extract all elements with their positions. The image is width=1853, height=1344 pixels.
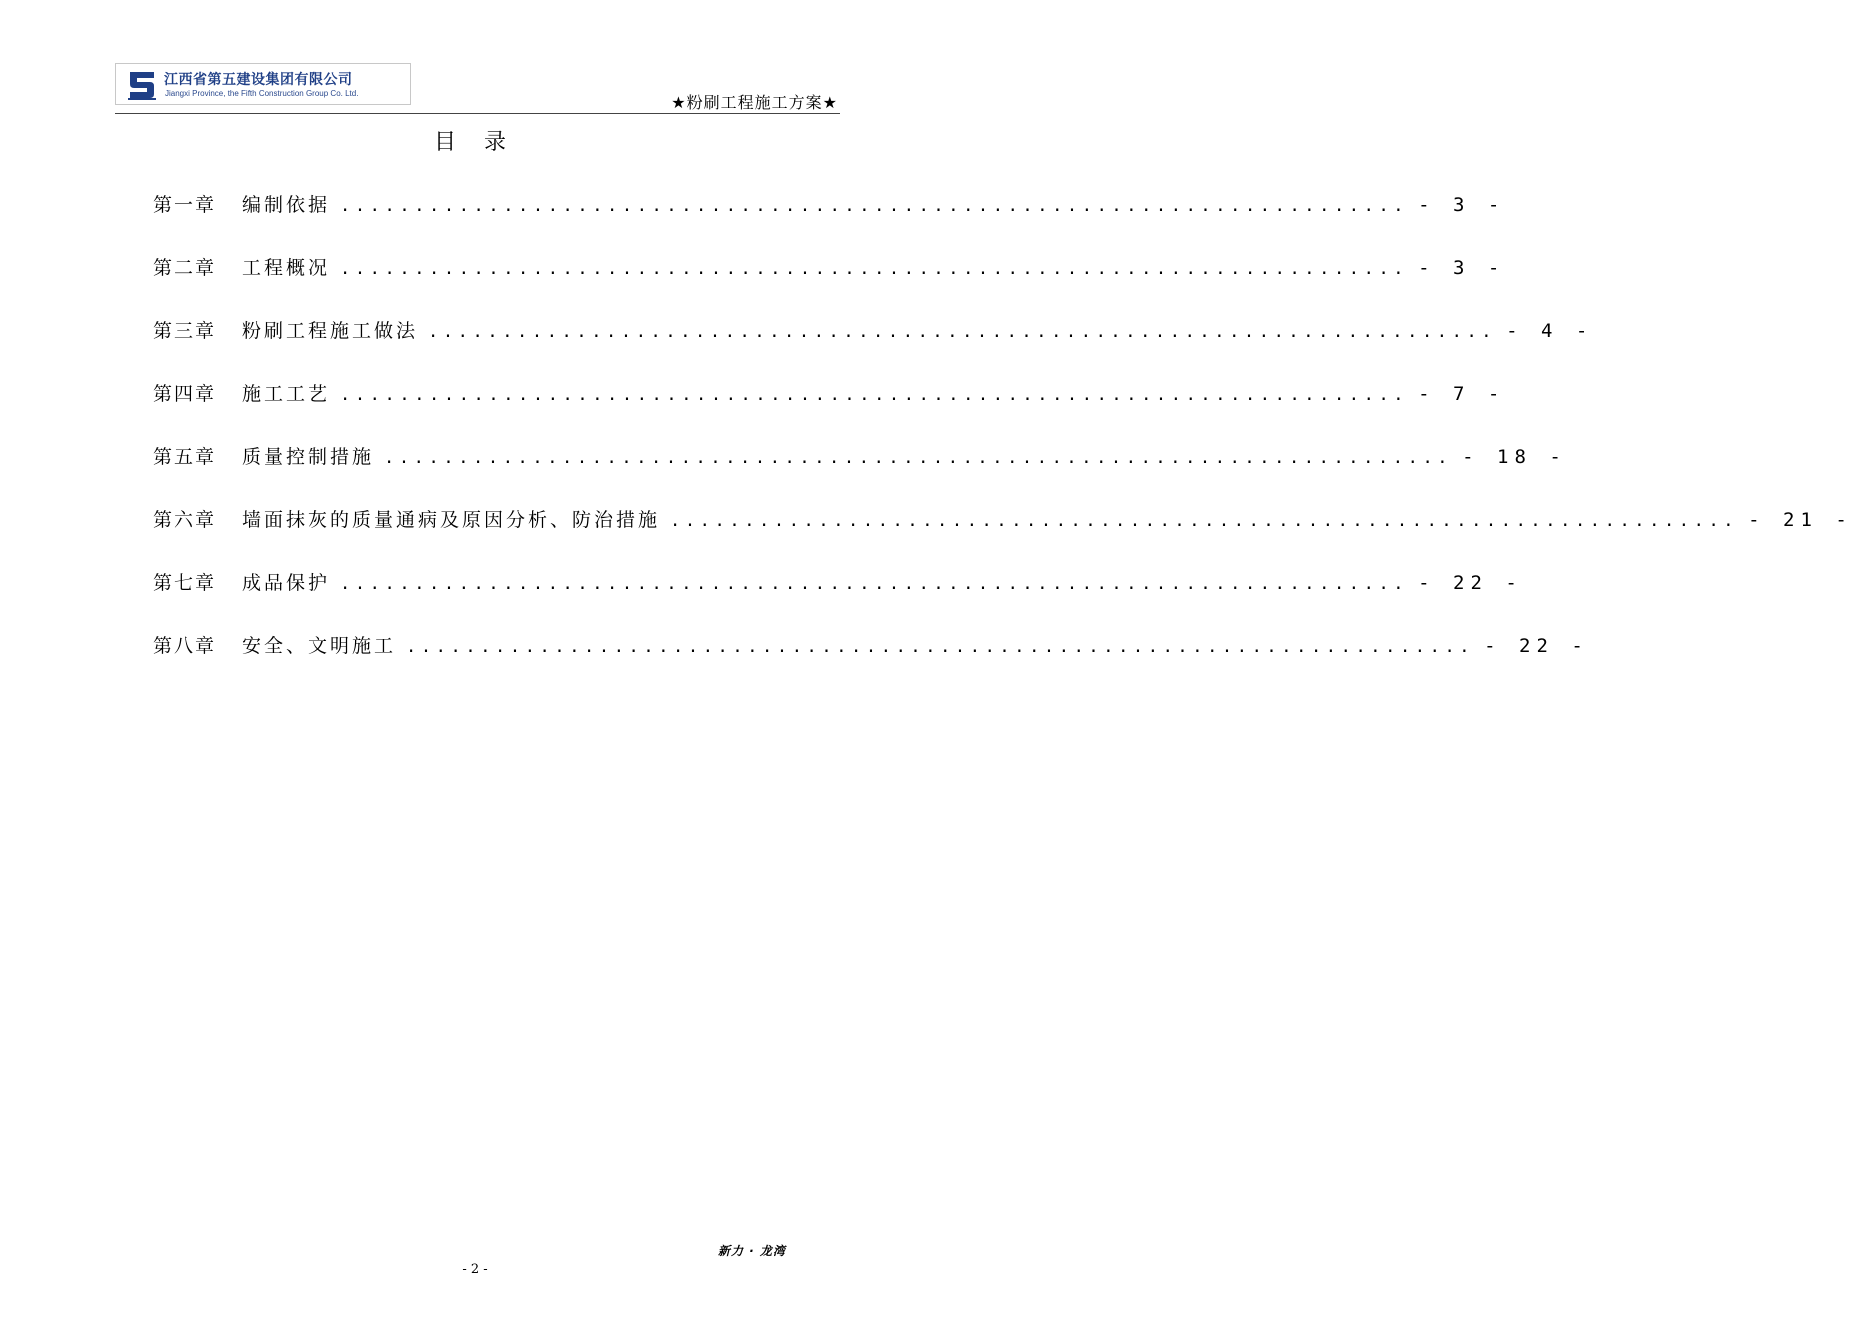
toc-chapter-number: 第八章 <box>153 635 217 657</box>
toc-item[interactable] <box>153 316 1594 379</box>
toc-page-ref: - 7 - <box>1418 383 1506 405</box>
toc-dot-leader: ........................................................................ <box>384 448 1453 468</box>
toc-chapter-number: 第七章 <box>153 572 217 594</box>
toc-list <box>153 190 1853 694</box>
toc-dot-leader: ........................................................................ <box>670 511 1739 531</box>
toc-dot-leader: ........................................................................ <box>340 196 1409 216</box>
toc-chapter-title: 质量控制措施 <box>242 446 375 468</box>
company-name-cn: 江西省第五建设集团有限公司 <box>164 72 353 88</box>
toc-page-ref: - 21 - <box>1748 509 1853 531</box>
toc-dot-leader: ........................................................................ <box>428 322 1497 342</box>
toc-chapter-number: 第二章 <box>153 257 217 279</box>
toc-chapter-number: 第一章 <box>153 194 217 216</box>
toc-dot-leader: ........................................................................ <box>406 637 1475 657</box>
toc-item[interactable] <box>153 631 1589 694</box>
toc-page-ref: - 4 - <box>1506 320 1594 342</box>
toc-dot-leader: ........................................................................ <box>340 259 1409 279</box>
toc-item[interactable] <box>153 442 1567 505</box>
toc-chapter-title: 工程概况 <box>242 257 331 279</box>
toc-chapter-title: 成品保护 <box>242 572 331 594</box>
toc-page-ref: - 3 - <box>1418 257 1506 279</box>
toc-page-ref: - 18 - <box>1462 446 1567 468</box>
toc-chapter-number: 第五章 <box>153 446 217 468</box>
toc-chapter-title: 施工工艺 <box>242 383 331 405</box>
toc-item[interactable] <box>153 253 1506 316</box>
company-name-en: Jiangxi Province, the Fifth Construction Group Co. Ltd. <box>165 89 359 98</box>
toc-chapter-number: 第六章 <box>153 509 217 531</box>
page-number: - 2 - <box>462 1262 488 1277</box>
footer-signature: 新力 · 龙湾 <box>718 1244 786 1258</box>
toc-page-ref: - 22 - <box>1418 572 1523 594</box>
toc-chapter-title: 安全、文明施工 <box>242 635 397 657</box>
toc-item[interactable] <box>153 379 1506 442</box>
toc-chapter-number: 第四章 <box>153 383 217 405</box>
toc-dot-leader: ........................................................................ <box>340 574 1409 594</box>
toc-chapter-title: 粉刷工程施工做法 <box>242 320 419 342</box>
document-header-title: ★粉刷工程施工方案★ <box>671 93 838 112</box>
company-logo <box>115 63 411 105</box>
company-logo-icon <box>126 69 158 101</box>
toc-item[interactable] <box>153 190 1506 253</box>
toc-chapter-number: 第三章 <box>153 320 217 342</box>
toc-title: 目录 <box>433 130 534 155</box>
toc-chapter-title: 编制依据 <box>242 194 331 216</box>
toc-item[interactable] <box>153 505 1853 568</box>
header-divider <box>115 113 840 114</box>
toc-dot-leader: ........................................................................ <box>340 385 1409 405</box>
toc-page-ref: - 3 - <box>1418 194 1506 216</box>
toc-page-ref: - 22 - <box>1484 635 1589 657</box>
toc-item[interactable] <box>153 568 1523 631</box>
toc-chapter-title: 墙面抹灰的质量通病及原因分析、防治措施 <box>242 509 661 531</box>
